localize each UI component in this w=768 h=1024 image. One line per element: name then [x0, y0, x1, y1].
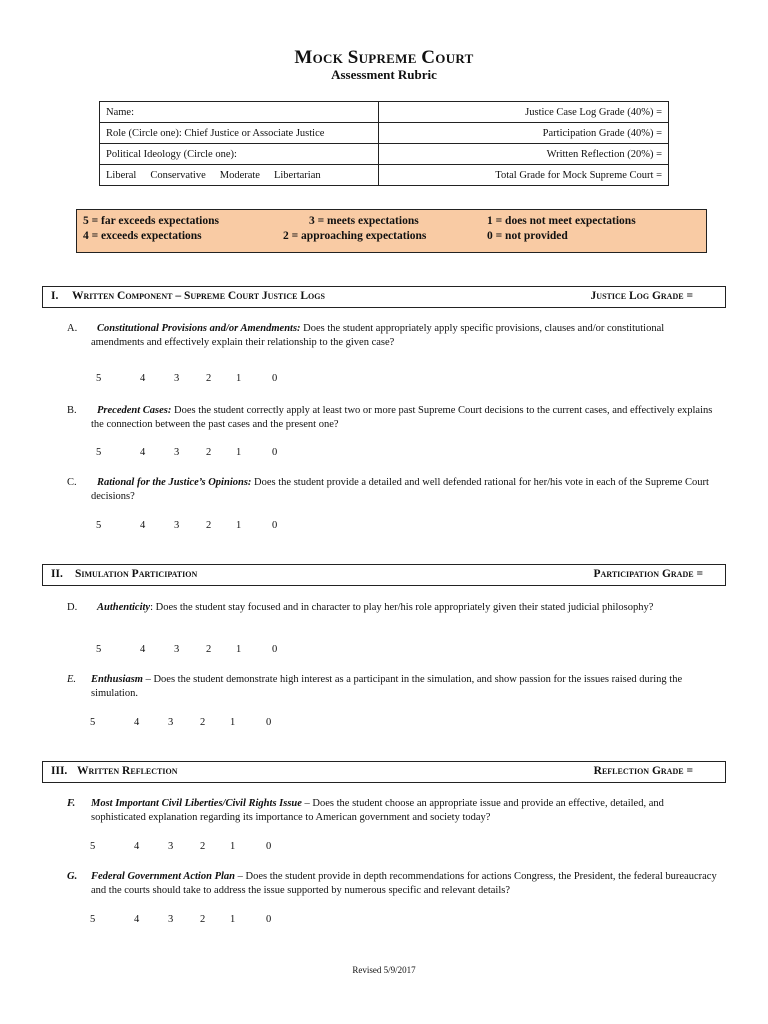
score-5: 5	[96, 373, 102, 384]
score-2: 2	[206, 520, 212, 531]
ideology-libertarian: Libertarian	[273, 169, 321, 181]
document-subtitle: Assessment Rubric	[331, 67, 437, 82]
scale-5: 5 = far exceeds expectations	[83, 215, 220, 227]
criterion-text: – Does the student choose an appropriate issue and provide an effective, detailed, and sophisticated explanation regarding its importance to American government and society today?	[91, 798, 664, 823]
scale-4: 4 = exceeds expectations	[83, 230, 202, 242]
score-4: 4	[134, 717, 140, 728]
criterion-d	[67, 601, 717, 615]
score-1: 1	[236, 520, 242, 531]
criterion-letter: D.	[67, 602, 78, 613]
score-3: 3	[168, 841, 174, 852]
section-header-simulation-participation	[42, 564, 726, 586]
score-4: 4	[134, 914, 140, 925]
criterion-letter: G.	[67, 871, 78, 882]
criterion-lead: Authenticity	[97, 602, 151, 613]
section-grade-label: Reflection Grade =	[593, 765, 693, 777]
scale-3: 3 = meets expectations	[309, 215, 419, 227]
score-2: 2	[200, 841, 206, 852]
score-3: 3	[168, 914, 174, 925]
score-2: 2	[206, 447, 212, 458]
revision-footer: Revised 5/9/2017	[352, 965, 416, 975]
score-5: 5	[90, 914, 96, 925]
criterion-g	[67, 870, 717, 898]
student-info-table	[99, 101, 669, 186]
score-4: 4	[140, 373, 146, 384]
score-5: 5	[90, 841, 96, 852]
section-number: I.	[51, 290, 59, 302]
criterion-text: Does the student appropriately apply specific provisions, clauses and/or constitutional amendments and effectively explain their relationship to the given case?	[91, 323, 665, 348]
section-number: III.	[51, 765, 68, 777]
name-field: Name:	[100, 102, 379, 123]
criterion-text: – Does the student provide in depth recommendations for actions Congress, the President, the federal bureaucracy and the courts should take to address the issue supported by numerous specific and relevant details?	[91, 871, 717, 896]
score-5: 5	[96, 644, 102, 655]
ideology-options	[100, 165, 379, 186]
section-header-written-reflection	[42, 761, 726, 783]
score-0: 0	[266, 914, 272, 925]
section-grade-label: Justice Log Grade =	[590, 290, 693, 302]
ideology-liberal: Liberal	[106, 169, 137, 181]
criterion-text: Does the student correctly apply at least two or more past Supreme Court decisions to the current cases, and effectively explains the connection between the past cases and the present one?	[91, 405, 713, 430]
score-4: 4	[140, 520, 146, 531]
score-3: 3	[174, 373, 180, 384]
score-1: 1	[236, 373, 242, 384]
score-4: 4	[140, 644, 146, 655]
criterion-b	[67, 404, 717, 432]
score-3: 3	[168, 717, 174, 728]
criterion-c	[67, 476, 717, 504]
criterion-lead: Enthusiasm	[91, 674, 143, 685]
score-1: 1	[230, 841, 236, 852]
section-label: Written Reflection	[77, 765, 178, 777]
document-title: Mock Supreme Court	[294, 47, 474, 68]
participation-grade-field: Participation Grade (40%) =	[379, 123, 669, 144]
section-label: Written Component – Supreme Court Justice Logs	[72, 290, 325, 302]
criterion-text: : Does the student stay focused and in character to play her/his role appropriately given their stated judicial philosophy?	[150, 602, 654, 613]
score-2: 2	[206, 373, 212, 384]
section-header-written-component	[42, 286, 726, 308]
score-0: 0	[272, 447, 278, 458]
criterion-text: Does the student provide a detailed and well defended rational for her/his vote in each of the Supreme Court decisions?	[91, 477, 709, 502]
score-1: 1	[236, 644, 242, 655]
criterion-letter: F.	[67, 798, 76, 809]
ideology-conservative: Conservative	[150, 169, 206, 181]
section-number: II.	[51, 568, 63, 580]
score-0: 0	[272, 520, 278, 531]
criterion-lead: Rational for the Justice’s Opinions:	[97, 477, 252, 488]
criterion-letter: A.	[67, 323, 78, 334]
criterion-letter: C.	[67, 477, 77, 488]
score-0: 0	[266, 717, 272, 728]
scale-2: 2 = approaching expectations	[283, 230, 427, 242]
score-4: 4	[134, 841, 140, 852]
section-grade-label: Participation Grade =	[593, 568, 703, 580]
justice-log-grade-field: Justice Case Log Grade (40%) =	[379, 102, 669, 123]
score-0: 0	[272, 644, 278, 655]
scale-0: 0 = not provided	[487, 230, 568, 242]
score-5: 5	[96, 520, 102, 531]
criterion-letter: E.	[67, 674, 77, 685]
ideology-moderate: Moderate	[219, 169, 260, 181]
score-0: 0	[266, 841, 272, 852]
ideology-field: Political Ideology (Circle one):	[100, 144, 379, 165]
criterion-a	[67, 322, 717, 350]
criterion-lead: Most Important Civil Liberties/Civil Rights Issue	[91, 798, 302, 809]
score-5: 5	[96, 447, 102, 458]
criterion-text: – Does the student demonstrate high interest as a participant in the simulation, and show passion for the issues raised during the simulation.	[91, 674, 683, 699]
written-reflection-grade-field: Written Reflection (20%) =	[379, 144, 669, 165]
score-3: 3	[174, 520, 180, 531]
total-grade-field: Total Grade for Mock Supreme Court =	[379, 165, 669, 186]
score-0: 0	[272, 373, 278, 384]
score-5: 5	[90, 717, 96, 728]
criterion-lead: Constitutional Provisions and/or Amendments:	[97, 323, 301, 334]
scale-1: 1 = does not meet expectations	[487, 215, 636, 227]
section-label: Simulation Participation	[75, 568, 198, 580]
score-2: 2	[200, 914, 206, 925]
criterion-lead: Federal Government Action Plan	[91, 871, 235, 882]
score-1: 1	[236, 447, 242, 458]
score-1: 1	[230, 717, 236, 728]
scoring-scale-legend	[76, 209, 707, 253]
score-3: 3	[174, 644, 180, 655]
criterion-lead: Precedent Cases:	[97, 405, 172, 416]
score-1: 1	[230, 914, 236, 925]
criterion-f	[67, 797, 717, 825]
score-4: 4	[140, 447, 146, 458]
criterion-letter: B.	[67, 405, 77, 416]
score-3: 3	[174, 447, 180, 458]
role-field: Role (Circle one): Chief Justice or Associate Justice	[100, 123, 379, 144]
score-2: 2	[200, 717, 206, 728]
criterion-e	[67, 673, 717, 701]
score-2: 2	[206, 644, 212, 655]
